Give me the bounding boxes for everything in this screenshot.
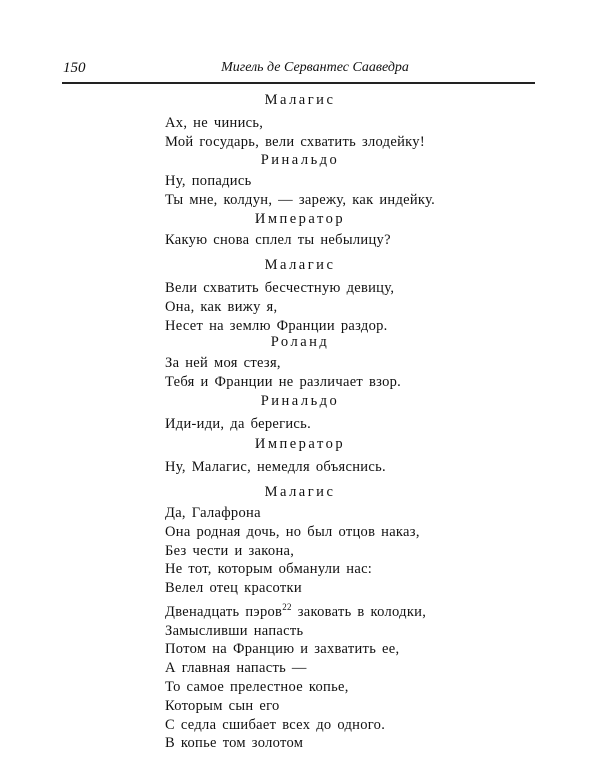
speaker-name: Ринальдо: [260, 393, 340, 409]
page-number: 150: [63, 60, 86, 76]
verse-line: Иди-иди, да берегись.: [165, 416, 312, 432]
verse-line: Которым сын его: [165, 697, 280, 714]
speaker-name: Император: [254, 436, 346, 452]
verse-line: Она, как вижу я,: [165, 298, 278, 315]
verse-text: Двенадцать пэров: [165, 603, 283, 620]
header-rule: [62, 82, 535, 84]
verse-line: Велел отец красотки: [165, 580, 302, 597]
running-title: Мигель де Сервантес Сааведра: [221, 60, 409, 75]
verse-line: Несет на землю Франции раздор.: [165, 317, 388, 334]
verse-line: Ты мне, колдун, — зарежу, как индейку.: [165, 191, 436, 208]
verse-line: Потом на Францию и захватить ее,: [165, 641, 400, 658]
speech-lines: [165, 279, 394, 335]
verse-line: Ну, Малагис, немедля объяснись.: [165, 459, 386, 475]
speech-lines: [165, 114, 425, 152]
speaker-name: Малагис: [264, 484, 336, 500]
speaker-name: Роланд: [270, 334, 330, 350]
verse-line: Какую снова сплел ты небылицу?: [165, 232, 391, 248]
speech-lines: [165, 415, 311, 434]
speech-lines: [165, 504, 426, 753]
speaker-name: Малагис: [264, 92, 336, 108]
speech-lines: [165, 458, 386, 477]
verse-line: Да, Галафрона: [165, 505, 261, 521]
verse-line: Замысливши напасть: [165, 622, 304, 639]
speech-lines: [165, 231, 391, 250]
verse-line: Без чести и закона,: [165, 542, 295, 559]
verse-line: Она родная дочь, но был отцов наказ,: [165, 523, 420, 540]
verse-line: Не тот, которым обманули нас:: [165, 561, 373, 578]
verse-line: С седла сшибает всех до одного.: [165, 716, 386, 733]
footnote-ref[interactable]: 22: [282, 601, 292, 612]
speech-lines: [165, 172, 435, 210]
verse-line: За ней моя стезя,: [165, 355, 281, 371]
verse-line: А главная напасть —: [165, 660, 307, 677]
verse-line: То самое прелестное копье,: [165, 679, 349, 695]
speech-lines: [165, 354, 401, 392]
verse-line: [165, 598, 426, 622]
verse-line: В копье том золотом: [165, 735, 304, 752]
verse-text: заковать в колодки,: [291, 603, 427, 620]
verse-line: Тебя и Франции не различает взор.: [165, 373, 402, 390]
verse-line: Мой государь, вели схватить злодейку!: [165, 133, 425, 150]
speaker-name: Ринальдо: [260, 152, 340, 168]
speaker-name: Император: [254, 211, 346, 227]
verse-line: Вели схватить бесчестную девицу,: [165, 280, 395, 296]
verse-line: Ах, не чинись,: [165, 115, 264, 131]
speaker-name: Малагис: [264, 257, 336, 273]
verse-line: Ну, попадись: [165, 173, 252, 189]
